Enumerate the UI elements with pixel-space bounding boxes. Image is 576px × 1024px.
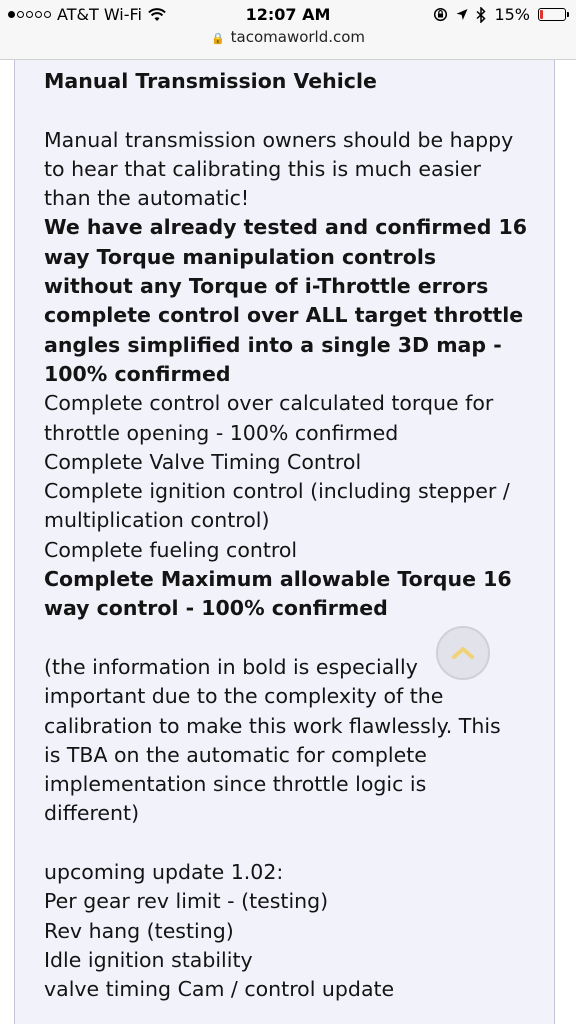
note-line: implementation since throttle logic is [44,772,427,797]
address-bar[interactable] [0,28,576,46]
blank-line [44,829,544,858]
feature-line: Complete Valve Timing Control [44,449,362,474]
battery-icon [538,8,566,21]
location-arrow-icon [456,8,468,21]
clock-time: 12:07 AM [245,5,331,24]
update-line: valve timing Cam / control update [44,977,395,1002]
lock-icon: 🔒 [210,32,225,45]
update-line: Rev hang (testing) [44,918,234,943]
status-row [0,4,576,26]
bold-claim-line: way Torque manipulation controls [44,244,437,269]
update-line: upcoming update 1.02: [44,860,284,885]
feature-line: Complete control over calculated torque for [44,391,494,416]
bold-claim-line: 100% confirmed [44,361,231,386]
feature-line: Complete fueling control [44,537,298,562]
post-heading: Manual Transmission Vehicle [44,69,377,93]
note-line: is TBA on the automatic for complete [44,742,427,767]
post-content-panel [14,60,555,1024]
intro-line: to hear that calibrating this is much easier [44,156,481,181]
bluetooth-icon [476,7,486,23]
note-line: calibration to make this work flawlessly. This [44,713,501,738]
update-line: Per gear rev limit - (testing) [44,889,329,914]
bold-claim-line: without any Torque of i-Throttle errors [44,274,489,299]
system-status-icons [433,5,566,24]
note-line: (the information in bold is especially [44,654,418,679]
note-line: different) [44,801,140,826]
bold-claim-line: Complete Maximum allowable Torque 16 [44,567,512,592]
bold-claim-line: angles simplified into a single 3D map - [44,332,502,357]
post-body [44,67,544,1005]
intro-line: Manual transmission owners should be happy [44,127,514,152]
url-text: tacomaworld.com [230,28,366,46]
carrier-name: AT&T Wi-Fi [57,5,142,24]
intro-line: than the automatic! [44,186,250,211]
feature-line: multiplication control) [44,508,270,533]
feature-line: Complete ignition control (including stepper / [44,479,510,504]
note-line: important due to the complexity of the [44,684,444,709]
bold-claim-line: way control - 100% confirmed [44,596,388,621]
battery-level-fill [540,10,543,19]
update-line: Idle ignition stability [44,947,253,972]
bold-claim-line: complete control over ALL target throttle [44,303,524,328]
battery-percent: 15% [494,5,530,24]
bold-claim-line: We have already tested and confirmed 16 [44,215,528,240]
status-bar [0,0,576,60]
scroll-to-top-button[interactable] [436,626,490,680]
chevron-up-icon [451,646,475,660]
feature-line: throttle opening - 100% confirmed [44,420,399,445]
orientation-lock-icon [433,7,448,22]
blank-line [44,96,544,125]
